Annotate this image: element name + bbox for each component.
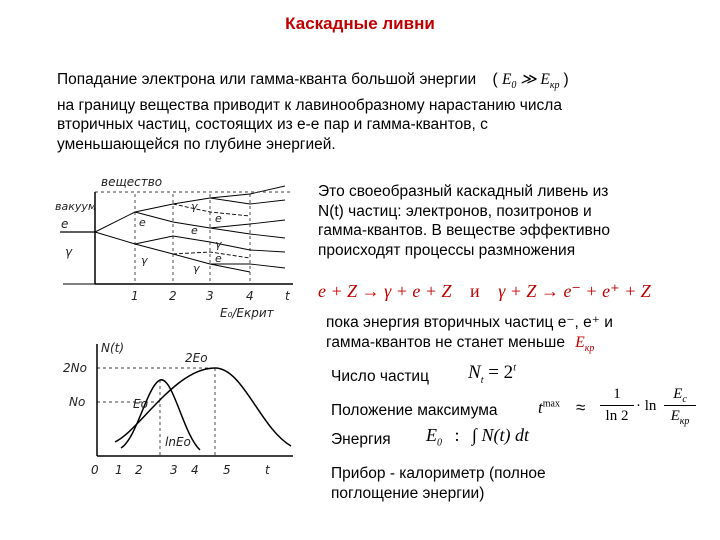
inner-label: γ — [193, 262, 200, 275]
max-t — [538, 398, 560, 418]
count-formula — [468, 362, 516, 386]
axis-tick: 3 — [206, 289, 214, 303]
intro-line-1 — [57, 70, 657, 96]
energy-label: Энергия — [331, 431, 391, 448]
reaction-conjunction: и — [470, 281, 480, 301]
intro-text-1: Попадание электрона или гамма-кванта большой энергии — [57, 71, 477, 88]
count-label: Число частиц — [331, 368, 429, 385]
x-tick: 0 — [91, 463, 99, 477]
condition-line-1: пока энергия вторичных частиц е⁻, е⁺ и — [326, 314, 613, 331]
energy-e0: E — [426, 425, 437, 445]
max-ekr-symbol: E — [670, 408, 680, 424]
axis-tick: t — [285, 289, 290, 303]
max-ec-symbol: E — [673, 386, 683, 402]
curve-label-eo: Eo — [133, 397, 148, 411]
curve-label-lneo: lnEo — [165, 435, 191, 449]
y-axis-label: N(t) — [101, 341, 125, 355]
label-incoming-gamma: γ — [65, 245, 73, 259]
max-approx: ≈ — [576, 398, 586, 417]
e0-symbol: E — [501, 71, 512, 88]
inner-label: γ — [191, 200, 198, 213]
paren-open: ( — [492, 71, 498, 88]
inner-label: γ — [215, 238, 222, 251]
energy-e0-sub: 0 — [437, 437, 442, 449]
count-n-sub: t — [480, 374, 484, 386]
inner-label: e — [215, 252, 222, 265]
ekr-formula — [575, 333, 595, 354]
ekr-subscript: кр — [584, 342, 595, 354]
count-n: N — [468, 362, 481, 383]
max-t-sup: max — [542, 398, 560, 410]
max-fraction-bar-2 — [664, 405, 696, 406]
condition-line-2 — [326, 333, 686, 359]
count-eq: = 2 — [483, 362, 514, 383]
description-line-1: Это своеобразный каскадный ливень из — [318, 183, 609, 200]
particle-count-graph — [55, 338, 305, 488]
page-title: Каскадные ливни — [285, 14, 435, 33]
reactions-line — [318, 281, 651, 302]
y-tick-2no: 2No — [63, 361, 87, 375]
max-ekr — [664, 408, 696, 427]
max-num: 1 — [613, 386, 621, 402]
max-fraction-bar — [600, 405, 634, 406]
max-den: ln 2 — [605, 408, 629, 424]
axis-tick: 2 — [169, 289, 177, 303]
description-line-4: происходят процессы размножения — [318, 241, 576, 259]
description-line-3: гамма-квантов. В веществе эффективно — [318, 222, 610, 239]
inner-label: γ — [141, 254, 148, 267]
max-t-symbol: t — [538, 398, 543, 417]
inner-label: e — [215, 212, 222, 225]
condition-paragraph — [326, 313, 686, 358]
much-greater-symbol: ≫ — [520, 71, 537, 88]
label-incoming-e: e — [61, 217, 69, 231]
shower-diagram — [55, 172, 305, 324]
reaction-bremsstrahlung: e + Z → γ + e + Z — [318, 281, 452, 301]
intro-line-3: вторичных частиц, состоящих из е-е пар и гамма-квантов, с — [57, 116, 488, 134]
y-tick-no: No — [69, 395, 86, 409]
ekr-symbol: E — [575, 333, 585, 351]
max-ln: · ln — [636, 398, 657, 414]
count-exp: t — [513, 362, 516, 374]
label-medium: вещество — [101, 175, 163, 189]
x-tick: t — [265, 463, 270, 477]
axis-tick: 4 — [246, 289, 254, 303]
reaction-pair-production: γ + Z → e⁻ + e⁺ + Z — [498, 281, 651, 301]
paren-close: ) — [563, 71, 569, 88]
condition-text-2: гамма-квантов не станет меньше — [326, 333, 565, 351]
x-tick: 4 — [191, 463, 199, 477]
max-label: Положение максимума — [331, 402, 498, 419]
energy-condition — [501, 71, 563, 92]
calorimeter-note — [331, 464, 546, 503]
max-ekr-sub: кр — [679, 416, 690, 427]
inner-label: e — [139, 216, 146, 229]
curve-label-2eo: 2Eo — [185, 351, 208, 365]
energy-integral: ∫ N(t) dt — [472, 425, 529, 445]
description-line-2: N(t) частиц: электронов, позитронов и — [318, 202, 592, 220]
axis-label: E₀/Eкрит — [220, 306, 274, 320]
max-ec-sub: c — [682, 394, 687, 405]
energy-proportional: : — [454, 425, 460, 445]
max-ec — [664, 386, 696, 405]
e0-subscript: 0 — [511, 80, 517, 92]
inner-label: e — [191, 224, 198, 237]
calorimeter-line-2: поглощение энергии) — [331, 484, 485, 502]
intro-paragraph — [57, 70, 657, 154]
ekr-symbol: E — [540, 71, 550, 88]
axis-tick: 1 — [131, 289, 139, 303]
x-tick: 3 — [170, 463, 178, 477]
intro-line-2: на границу вещества приводит к лавинообразному нарастанию числа — [57, 96, 562, 114]
x-tick: 2 — [135, 463, 143, 477]
ekr-subscript: кр — [549, 80, 560, 92]
calorimeter-line-1: Прибор - калориметр (полное — [331, 465, 546, 482]
x-tick: 5 — [223, 463, 231, 477]
x-tick: 1 — [115, 463, 123, 477]
intro-line-4: уменьшающейся по глубине энергией. — [57, 135, 336, 153]
max-formula — [538, 386, 698, 436]
label-vacuum: вакуум — [55, 200, 97, 213]
energy-formula — [426, 425, 529, 449]
description-paragraph — [318, 182, 668, 260]
